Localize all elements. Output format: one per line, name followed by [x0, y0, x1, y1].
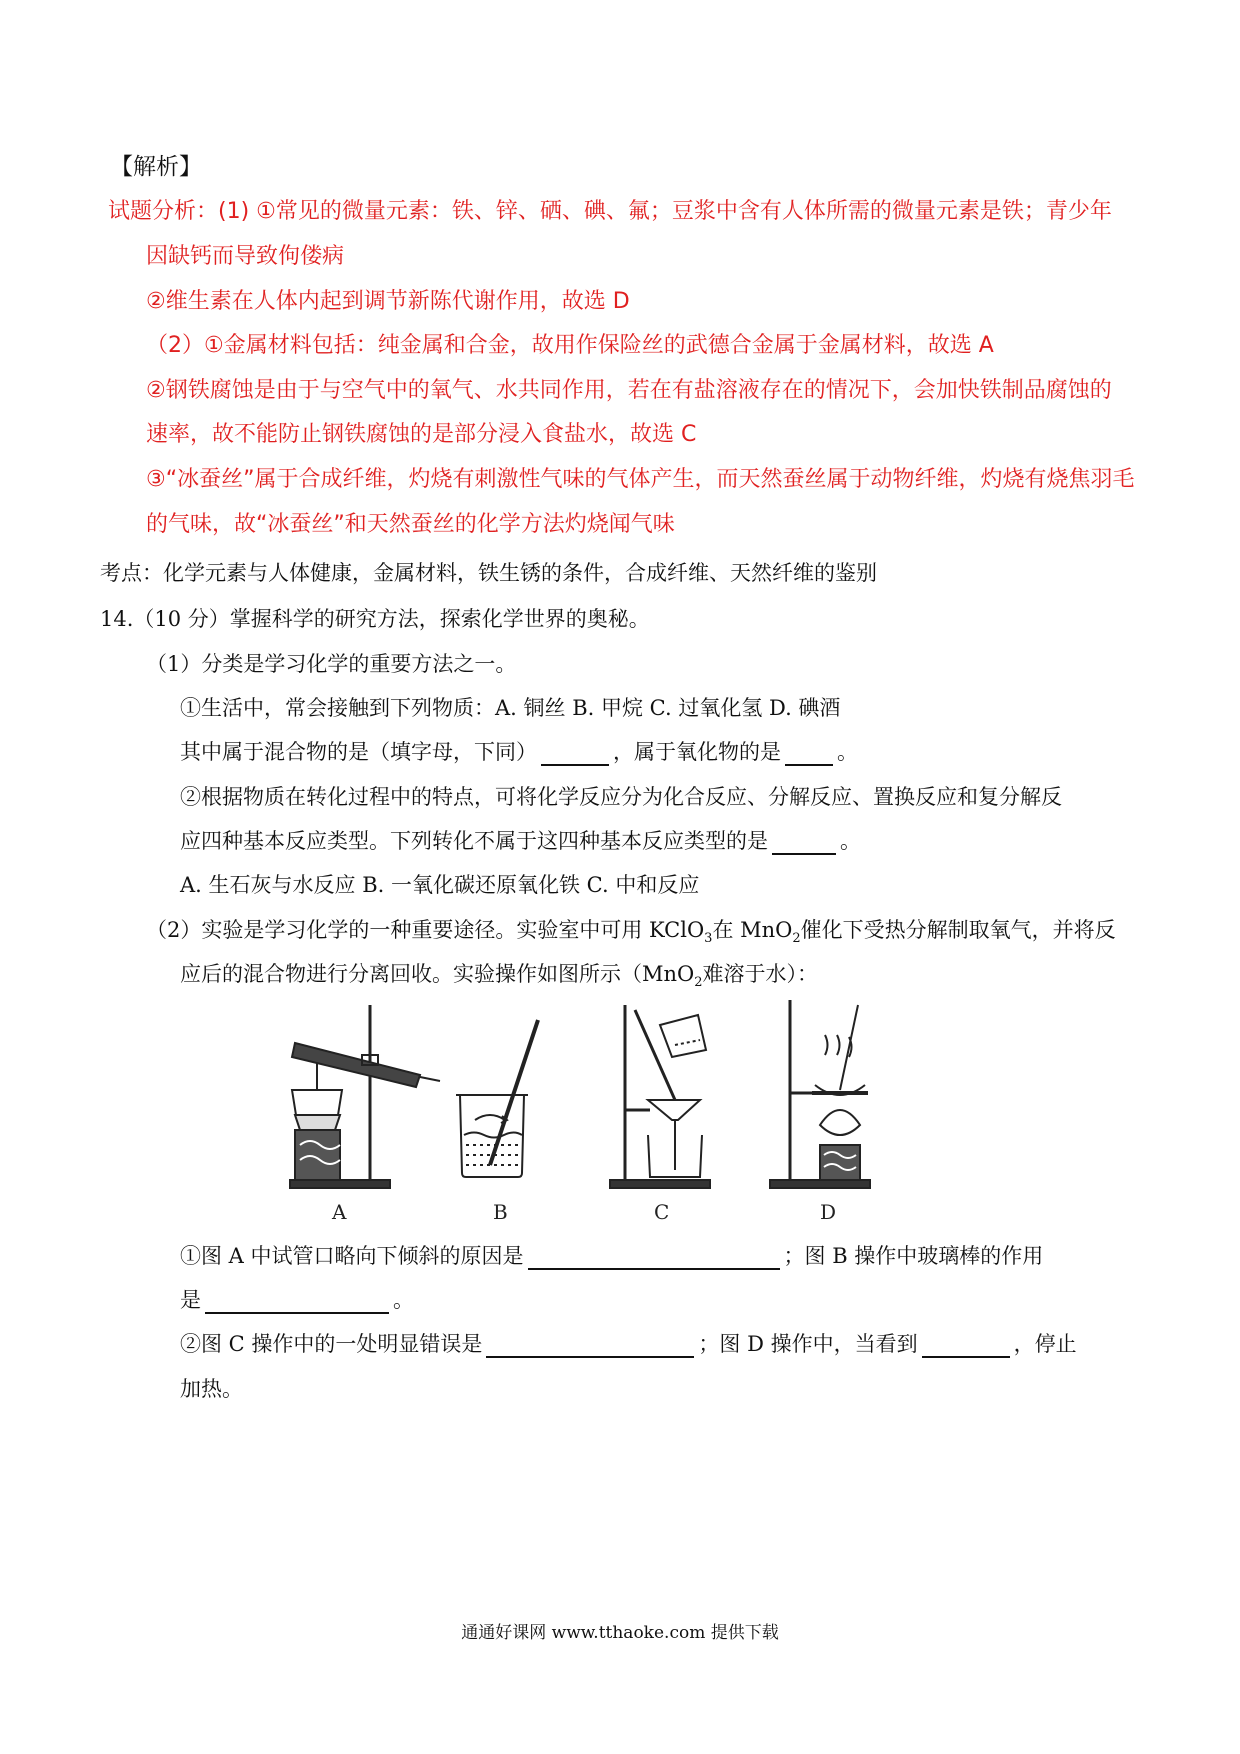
qb-text-b: ；图 D 操作中，当看到 — [698, 1332, 918, 1356]
analysis-p5a: ③“冰蚕丝”属于合成纤维，灼烧有刺激性气味的气体产生，而天然蚕丝属于动物纤维，灼烧有烧焦羽毛 — [146, 467, 1135, 492]
analysis-p1b: 因缺钙而导致佝偻病 — [146, 244, 345, 269]
q14-item1-question — [180, 736, 858, 766]
q14-qa-line2 — [180, 1284, 414, 1314]
part2-text-3: 催化下受热分解制取氧气，并将反 — [800, 918, 1116, 942]
figure-d-evaporation — [770, 1000, 870, 1188]
qa-text-a: ①图 A 中试管口略向下倾斜的原因是 — [180, 1244, 524, 1268]
q14-part1: （1）分类是学习化学的重要方法之一。 — [146, 652, 517, 676]
answer-blank-oxide[interactable] — [785, 742, 833, 766]
part2b-text-2: 难溶于水）： — [702, 962, 819, 986]
analysis-p4b: 速率，故不能防止钢铁腐蚀的是部分浸入食盐水，故选 C — [146, 422, 697, 447]
answer-blank-glass-rod[interactable] — [205, 1290, 389, 1314]
q14-item2a: ②根据物质在转化过程中的特点，可将化学反应分为化合反应、分解反应、置换反应和复分解反 — [180, 785, 1062, 809]
figure-label-d: D — [820, 1200, 837, 1224]
qa-text-b: ；图 B 操作中玻璃棒的作用 — [783, 1244, 1044, 1268]
figure-label-b: B — [493, 1200, 508, 1224]
q14-qa-line1 — [180, 1240, 1043, 1270]
analysis-p3: （2）①金属材料包括：纯金属和合金，故用作保险丝的武德合金属于金属材料，故选 A — [146, 333, 994, 358]
sub-2b: 2 — [694, 975, 703, 991]
analysis-p1a: 试题分析：(1) ①常见的微量元素：铁、锌、硒、碘、氟；豆浆中含有人体所需的微量元素是铁；青少年 — [108, 199, 1112, 224]
figure-b-beaker-stirring — [456, 1020, 538, 1177]
analysis-p5b: 的气味，故“冰蚕丝”和天然蚕丝的化学方法灼烧闻气味 — [146, 512, 675, 537]
page-footer: 通通好课网 www.tthaoke.com 提供下载 — [461, 1623, 779, 1643]
qb-text-a: ②图 C 操作中的一处明显错误是 — [180, 1332, 483, 1356]
q14-item1: ①生活中，常会接触到下列物质：A. 铜丝 B. 甲烷 C. 过氧化氢 D. 碘酒 — [180, 696, 841, 720]
q14-item2b-text: 应四种基本反应类型。下列转化不属于这四种基本反应类型的是 — [180, 829, 768, 853]
q14-item2-options: A. 生石灰与水反应 B. 一氧化碳还原氧化铁 C. 中和反应 — [180, 873, 700, 897]
q14-item2b-end: 。 — [840, 829, 861, 853]
analysis-heading: 【解析】 — [110, 154, 202, 180]
figure-a-heating-apparatus — [290, 1005, 440, 1188]
q14-item2b — [180, 825, 861, 855]
q14-item1-q-a: 其中属于混合物的是（填字母，下同） — [180, 740, 537, 764]
answer-blank-filtration-error[interactable] — [486, 1334, 694, 1358]
figure-label-c: C — [654, 1200, 670, 1224]
q14-qb-line1 — [180, 1328, 1077, 1358]
part2-text-1: （2）实验是学习化学的一种重要途径。实验室中可用 KClO — [146, 918, 705, 942]
qa-text-c: 是 — [180, 1288, 201, 1312]
answer-blank-stop-heating[interactable] — [922, 1334, 1010, 1358]
part2-text-2: 在 MnO — [712, 918, 793, 942]
sub-2: 2 — [792, 931, 801, 947]
qa-text-c-end: 。 — [393, 1288, 414, 1312]
answer-blank-mixture[interactable] — [541, 742, 609, 766]
lab-apparatus-figure — [280, 995, 980, 1205]
q14-part2a — [146, 914, 1116, 946]
answer-blank-reaction-type[interactable] — [772, 831, 836, 855]
analysis-p2: ②维生素在人体内起到调节新陈代谢作用，故选 D — [146, 289, 630, 314]
kaodian: 考点：化学元素与人体健康，金属材料，铁生锈的条件，合成纤维、天然纤维的鉴别 — [100, 561, 877, 585]
q14-part2b — [180, 958, 818, 990]
analysis-p4a: ②钢铁腐蚀是由于与空气中的氧气、水共同作用，若在有盐溶液存在的情况下，会加快铁制品腐蚀的 — [146, 378, 1112, 403]
answer-blank-tube-tilt[interactable] — [528, 1246, 780, 1270]
q14-item1-q-b: ，属于氧化物的是 — [613, 740, 781, 764]
figure-c-filtration — [610, 1005, 710, 1188]
figure-label-a: A — [332, 1200, 347, 1224]
q14-title: 14.（10 分）掌握科学的研究方法，探索化学世界的奥秘。 — [100, 607, 650, 631]
q14-item1-q-end: 。 — [837, 740, 858, 764]
part2b-text-1: 应后的混合物进行分离回收。实验操作如图所示（MnO — [180, 962, 695, 986]
sub-3: 3 — [704, 931, 713, 947]
q14-qb-line2: 加热。 — [180, 1377, 243, 1401]
qb-text-c: ，停止 — [1013, 1332, 1077, 1356]
